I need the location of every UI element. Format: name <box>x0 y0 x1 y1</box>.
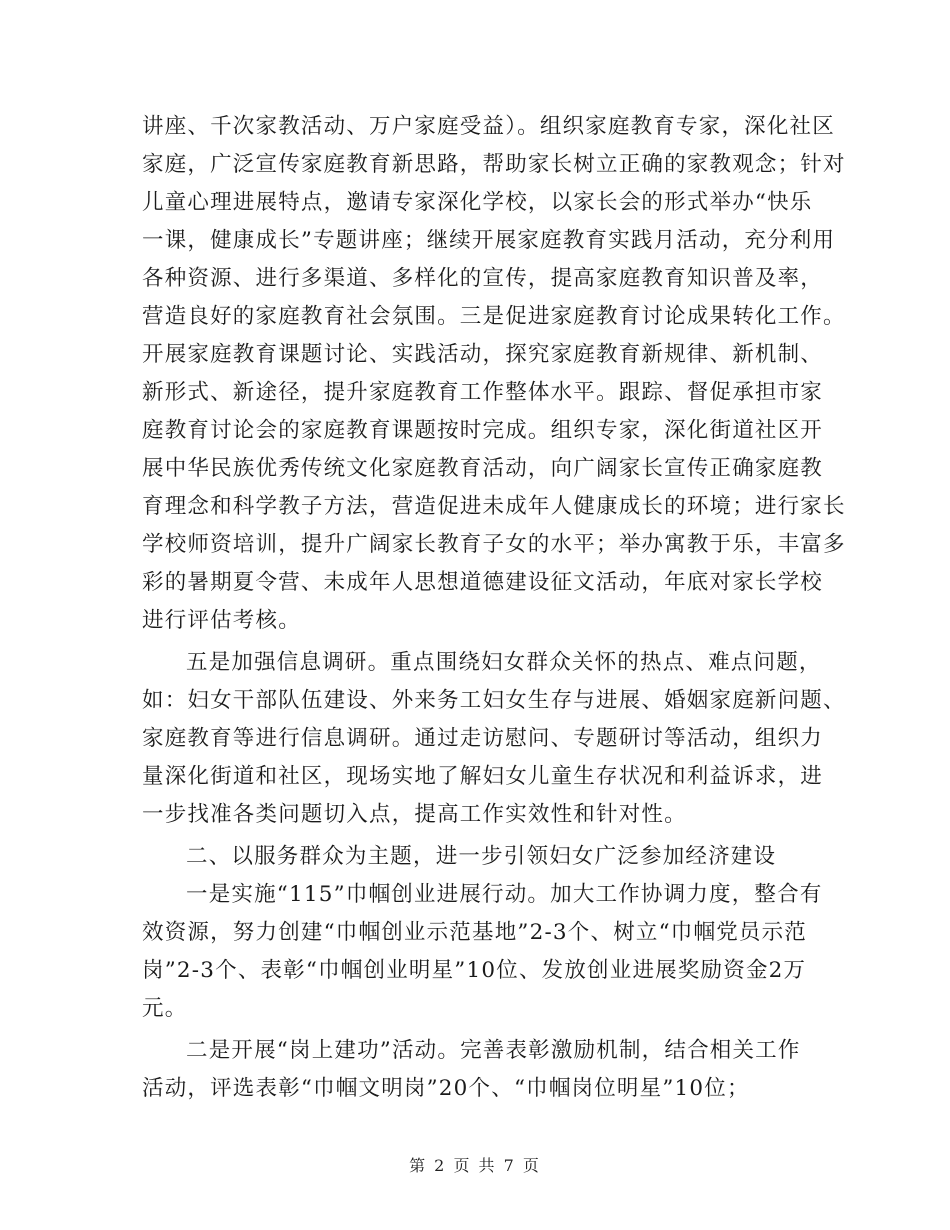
text-line: 一课，健康成长”专题讲座；继续开展家庭教育实践月活动，充分利用 <box>142 228 836 253</box>
text-line: 彩的暑期夏令营、未成年人思想道德建设征文活动，年底对家长学校 <box>142 570 824 595</box>
text-line: 活动，评选表彰“巾帼文明岗”20个、“巾帼岗位明星”10位； <box>142 1076 750 1101</box>
paragraph-start-line: 一是实施“115”巾帼创业进展行动。加大工作协调力度，整合有 <box>186 882 823 907</box>
text-line: 学校师资培训，提升广阔家长教育子女的水平；举办寓教于乐，丰富多 <box>142 532 846 557</box>
paragraph-start-line: 五是加强信息调研。重点围绕妇女群众关怀的热点、难点问题， <box>186 650 822 675</box>
paragraph-start-line: 二是开展“岗上建功”活动。完善表彰激励机制，结合相关工作 <box>186 1038 801 1063</box>
text-line: 营造良好的家庭教育社会氛围。三是促进家庭教育讨论成果转化工作。 <box>142 304 846 329</box>
text-line: 儿童心理进展特点，邀请专家深化学校，以家长会的形式举办“快乐 <box>142 190 813 215</box>
text-line: 一步找准各类问题切入点，提高工作实效性和针对性。 <box>142 802 687 827</box>
text-line: 进行评估考核。 <box>142 608 301 633</box>
text-line: 家庭，广泛宣传家庭教育新思路，帮助家长树立正确的家教观念；针对 <box>142 152 846 177</box>
text-line: 育理念和科学教子方法，营造促进未成年人健康成长的环境；进行家长 <box>142 494 846 519</box>
text-line: 开展家庭教育课题讨论、实践活动，探究家庭教育新规律、新机制、 <box>142 342 824 367</box>
text-line: 岗”2-3个、表彰“巾帼创业明星”10位、发放创业进展奖励资金2万 <box>142 958 807 983</box>
page-number-footer: 第 2 页 共 7 页 <box>409 1156 541 1175</box>
text-line: 各种资源、进行多渠道、多样化的宣传，提高家庭教育知识普及率， <box>142 266 824 291</box>
text-line: 新形式、新途径，提升家庭教育工作整体水平。跟踪、督促承担市家 <box>142 380 824 405</box>
text-line: 展中华民族优秀传统文化家庭教育活动，向广阔家长宣传正确家庭教 <box>142 456 824 481</box>
text-line: 如：妇女干部队伍建设、外来务工妇女生存与进展、婚姻家庭新问题、 <box>142 688 846 713</box>
text-line: 量深化街道和社区，现场实地了解妇女儿童生存状况和利益诉求，进 <box>142 764 824 789</box>
text-line: 元。 <box>142 996 188 1021</box>
text-line: 效资源，努力创建“巾帼创业示范基地”2-3个、树立“巾帼党员示范 <box>142 920 807 945</box>
text-line: 庭教育讨论会的家庭教育课题按时完成。组织专家，深化街道社区开 <box>142 418 824 443</box>
section-heading: 二、以服务群众为主题，进一步引领妇女广泛参加经济建设 <box>186 844 777 869</box>
text-line: 讲座、千次家教活动、万户家庭受益）。组织家庭教育专家，深化社区 <box>142 114 835 139</box>
text-line: 家庭教育等进行信息调研。通过走访慰问、专题研讨等活动，组织力 <box>142 726 824 751</box>
body-text <box>142 108 846 1108</box>
